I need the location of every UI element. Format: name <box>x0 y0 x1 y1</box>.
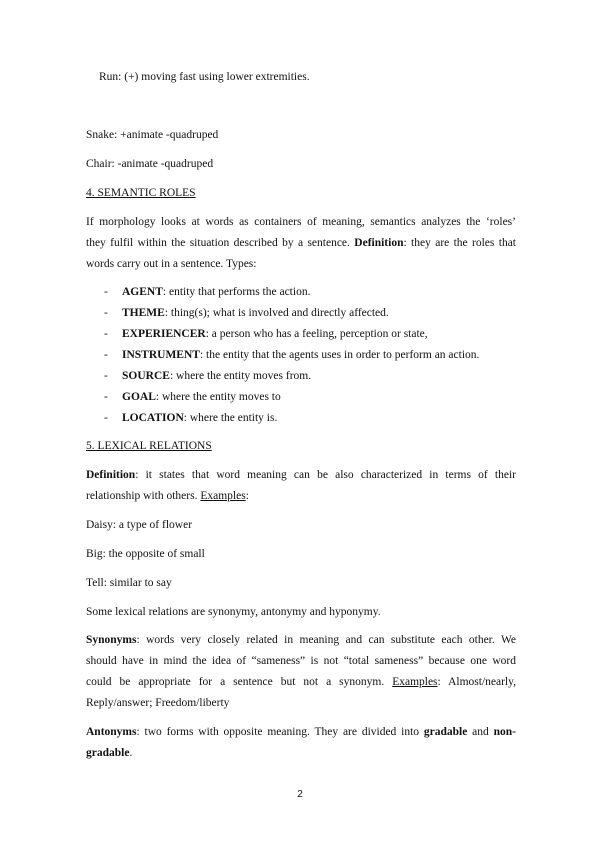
paragraph-line <box>86 237 516 249</box>
list-item-text <box>122 370 311 382</box>
paragraph-line <box>86 469 516 481</box>
paragraph-line <box>86 747 516 759</box>
role-term: LOCATION <box>122 412 184 424</box>
paragraph-line: should have in mind the idea of “sameness” is not “total sameness” because one word <box>86 655 516 667</box>
text-span: : words very closely related in meaning and can substitute each other. We <box>136 634 516 646</box>
bullet: - <box>104 391 108 403</box>
bullet: - <box>104 307 108 319</box>
example-tell: Tell: similar to say <box>86 577 172 589</box>
non-gradable-term-part: non- <box>493 726 517 738</box>
role-desc: : entity that performs the action. <box>162 286 311 298</box>
text-snake: Snake: +animate -quadruped <box>86 129 219 141</box>
list-item-text <box>122 307 389 319</box>
text-span: : <box>245 490 249 502</box>
list-item-text <box>122 412 277 424</box>
synonyms-label: Synonyms <box>86 634 137 646</box>
page-number: 2 <box>297 789 303 800</box>
text-span: they fulfil within the situation described by a sentence. <box>86 237 355 249</box>
text-span: : Almost/nearly, <box>437 676 517 688</box>
gradable-term: gradable <box>423 726 468 738</box>
bullet: - <box>104 370 108 382</box>
list-item-text <box>122 391 281 403</box>
text-run: Run: (+) moving fast using lower extremities. <box>99 71 310 83</box>
role-term: SOURCE <box>122 370 170 382</box>
role-term: THEME <box>122 307 165 319</box>
definition-label: Definition <box>354 237 404 249</box>
role-desc: : thing(s); what is involved and directly affected. <box>164 307 389 319</box>
text-span: : it states that word meaning can be also characterized in terms of their <box>135 469 516 481</box>
text-span: and <box>467 726 494 738</box>
text-span: could be appropriate for a sentence but not a synonym. <box>86 676 393 688</box>
role-desc: : where the entity moves from. <box>169 370 312 382</box>
section-heading-lexical-relations: 5. LEXICAL RELATIONS <box>86 440 212 452</box>
role-desc: : where the entity is. <box>183 412 278 424</box>
role-term: INSTRUMENT <box>122 349 200 361</box>
list-item-text <box>122 349 479 361</box>
paragraph-line: words carry out in a sentence. Types: <box>86 258 257 270</box>
bullet: - <box>104 328 108 340</box>
paragraph-line <box>86 676 516 688</box>
paragraph-line <box>86 726 516 738</box>
text-chair: Chair: -animate -quadruped <box>86 158 214 170</box>
list-item-text <box>122 328 428 340</box>
examples-label: Examples <box>200 490 246 502</box>
non-gradable-term-part: gradable <box>86 747 130 759</box>
role-desc: : where the entity moves to <box>155 391 281 403</box>
paragraph-line <box>86 634 516 646</box>
text-some-relations: Some lexical relations are synonymy, antonymy and hyponymy. <box>86 606 381 618</box>
example-daisy: Daisy: a type of flower <box>86 519 193 531</box>
paragraph-line: Reply/answer; Freedom/liberty <box>86 697 230 709</box>
role-desc: : the entity that the agents uses in order to perform an action. <box>199 349 480 361</box>
text-span: relationship with others. <box>86 490 201 502</box>
examples-label: Examples <box>392 676 438 688</box>
text-span: : two forms with opposite meaning. They are divided into <box>136 726 424 738</box>
role-term: EXPERIENCER <box>122 328 206 340</box>
paragraph-line: If morphology looks at words as containers of meaning, semantics analyzes the ‘roles’ <box>86 216 516 228</box>
role-desc: : a person who has a feeling, perception or state, <box>205 328 428 340</box>
role-term: AGENT <box>122 286 163 298</box>
bullet: - <box>104 412 108 424</box>
paragraph-line <box>86 490 516 502</box>
text-span: : they are the roles that <box>403 237 516 249</box>
list-item-text <box>122 286 310 298</box>
section-heading-semantic-roles: 4. SEMANTIC ROLES <box>86 187 196 199</box>
role-term: GOAL <box>122 391 156 403</box>
bullet: - <box>104 349 108 361</box>
antonyms-label: Antonyms <box>86 726 137 738</box>
definition-label: Definition <box>86 469 136 481</box>
text-span: . <box>129 747 133 759</box>
example-big: Big: the opposite of small <box>86 548 205 560</box>
bullet: - <box>104 286 108 298</box>
